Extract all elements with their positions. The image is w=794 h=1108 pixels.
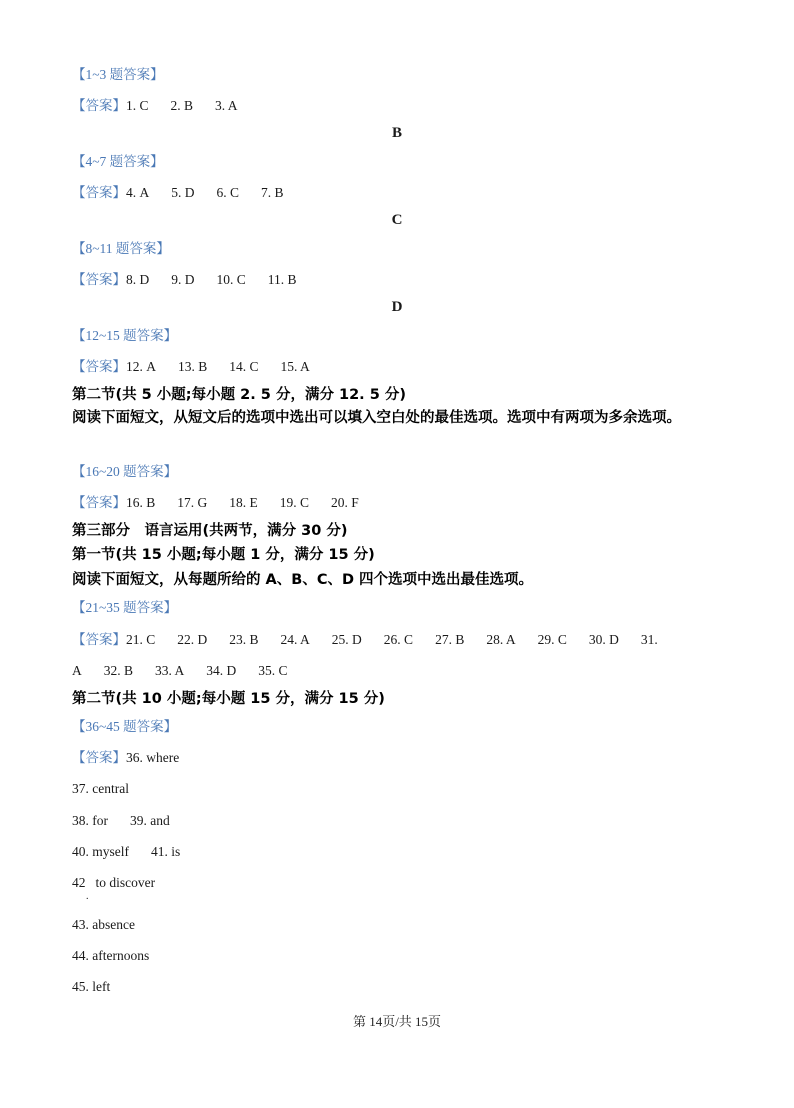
answer-item: 24. A	[280, 632, 310, 647]
answer-label: 【答案】	[72, 185, 126, 200]
answer-item: 11. B	[267, 272, 297, 287]
answer-item: 14. C	[229, 359, 259, 374]
answer-label: 【答案】	[72, 632, 126, 647]
answer-item: 5. D	[171, 185, 195, 200]
answer-item: 26. C	[383, 632, 414, 647]
answer-item: 29. C	[537, 632, 567, 647]
q21-35-answer-line-2	[72, 662, 288, 680]
answer-item: 30. D	[588, 632, 619, 647]
q8-11-header: 【8~11 题答案】	[72, 241, 170, 256]
answer-label: 【答案】	[72, 495, 126, 510]
answer-item: 4. A	[126, 185, 150, 200]
answer-item: 35. C	[258, 663, 288, 678]
answer-item: 33. A	[155, 663, 185, 678]
answer-item: 17. G	[177, 495, 208, 510]
answer-item: 18. E	[229, 495, 258, 510]
answer-label: 【答案】	[72, 272, 126, 287]
part3-section1-instruction: 阅读下面短文，从每题所给的 A、B、C、D 四个选项中选出最佳选项。	[72, 572, 534, 588]
answer-item: 37. central	[72, 781, 129, 796]
answer-item: 15. A	[280, 359, 310, 374]
answer-item: 45. left	[72, 979, 111, 994]
answer-item: 12. A	[126, 359, 156, 374]
answer-item: 44. afternoons	[72, 948, 150, 963]
answer-item: 8. D	[126, 272, 150, 287]
part3-section2-title: 第二节(共 10 小题;每小题 15 分，满分 15 分)	[72, 691, 385, 707]
passage-letter-b: B	[391, 125, 402, 141]
answer-item: 16. B	[126, 495, 156, 510]
answer-number: 42	[72, 875, 86, 890]
answer-label: 【答案】	[72, 359, 126, 374]
q16-20-header: 【16~20 题答案】	[72, 464, 178, 479]
answer-item: to discover	[95, 875, 156, 890]
answer-item: 3. A	[215, 98, 238, 113]
answer-item: 9. D	[171, 272, 195, 287]
answer-label: 【答案】	[72, 750, 126, 765]
q40-41-answer-line	[72, 843, 180, 861]
part3-section1-title: 第一节(共 15 小题;每小题 1 分，满分 15 分)	[72, 547, 375, 563]
q4-7-answer-line	[72, 184, 284, 202]
q12-15-header: 【12~15 题答案】	[72, 328, 178, 343]
answer-item: 21. C	[126, 632, 156, 647]
answer-item: 28. A	[486, 632, 516, 647]
answer-item: 27. B	[435, 632, 465, 647]
q4-7-header: 【4~7 题答案】	[72, 154, 164, 169]
answer-item: 43. absence	[72, 917, 135, 932]
answer-item: 1. C	[126, 98, 149, 113]
answer-item: 32. B	[103, 663, 134, 678]
part3-title: 第三部分 语言运用(共两节，满分 30 分)	[72, 523, 348, 539]
q36-answer-line	[72, 749, 179, 767]
answer-item: 13. B	[178, 359, 208, 374]
answer-item: 2. B	[170, 98, 194, 113]
answer-label: 【答案】	[72, 98, 126, 113]
answer-item: 25. D	[331, 632, 362, 647]
q1-3-answer-line	[72, 97, 238, 115]
answer-item: 7. B	[261, 185, 284, 200]
answer-item: 23. B	[229, 632, 259, 647]
answer-item: 39. and	[130, 813, 170, 828]
q42-answer-line	[72, 874, 155, 892]
page-footer: 第 14页/共 15页	[352, 1014, 442, 1029]
answer-item: 41. is	[151, 844, 181, 859]
q38-39-answer-line	[72, 812, 170, 830]
answer-item: 40. myself	[72, 844, 129, 859]
answer-item: 36. where	[126, 750, 180, 765]
q1-3-header: 【1~3 题答案】	[72, 67, 164, 82]
answer-item: A	[72, 663, 82, 678]
answer-item: 20. F	[331, 495, 359, 510]
q21-35-answer-line-1	[72, 631, 658, 649]
answer-item: 22. D	[177, 632, 208, 647]
part2-section2-instruction: 阅读下面短文，从短文后的选项中选出可以填入空白处的最佳选项。选项中有两项为多余选项。	[72, 410, 681, 426]
answer-item: 19. C	[279, 495, 310, 510]
part2-section2-title: 第二节(共 5 小题;每小题 2. 5 分，满分 12. 5 分)	[72, 387, 406, 403]
q21-35-header: 【21~35 题答案】	[72, 600, 178, 615]
answer-item: 34. D	[206, 663, 237, 678]
q16-20-answer-line	[72, 494, 359, 512]
passage-letter-c: C	[391, 212, 403, 228]
passage-letter-d: D	[391, 299, 403, 315]
answer-item: 6. C	[216, 185, 240, 200]
answer-item: 10. C	[216, 272, 246, 287]
q8-11-answer-line	[72, 271, 297, 289]
answer-item: 38. for	[72, 813, 108, 828]
period-mark: .	[86, 891, 89, 902]
q36-45-header: 【36~45 题答案】	[72, 719, 178, 734]
q12-15-answer-line	[72, 358, 310, 376]
answer-item: 31.	[640, 632, 658, 647]
